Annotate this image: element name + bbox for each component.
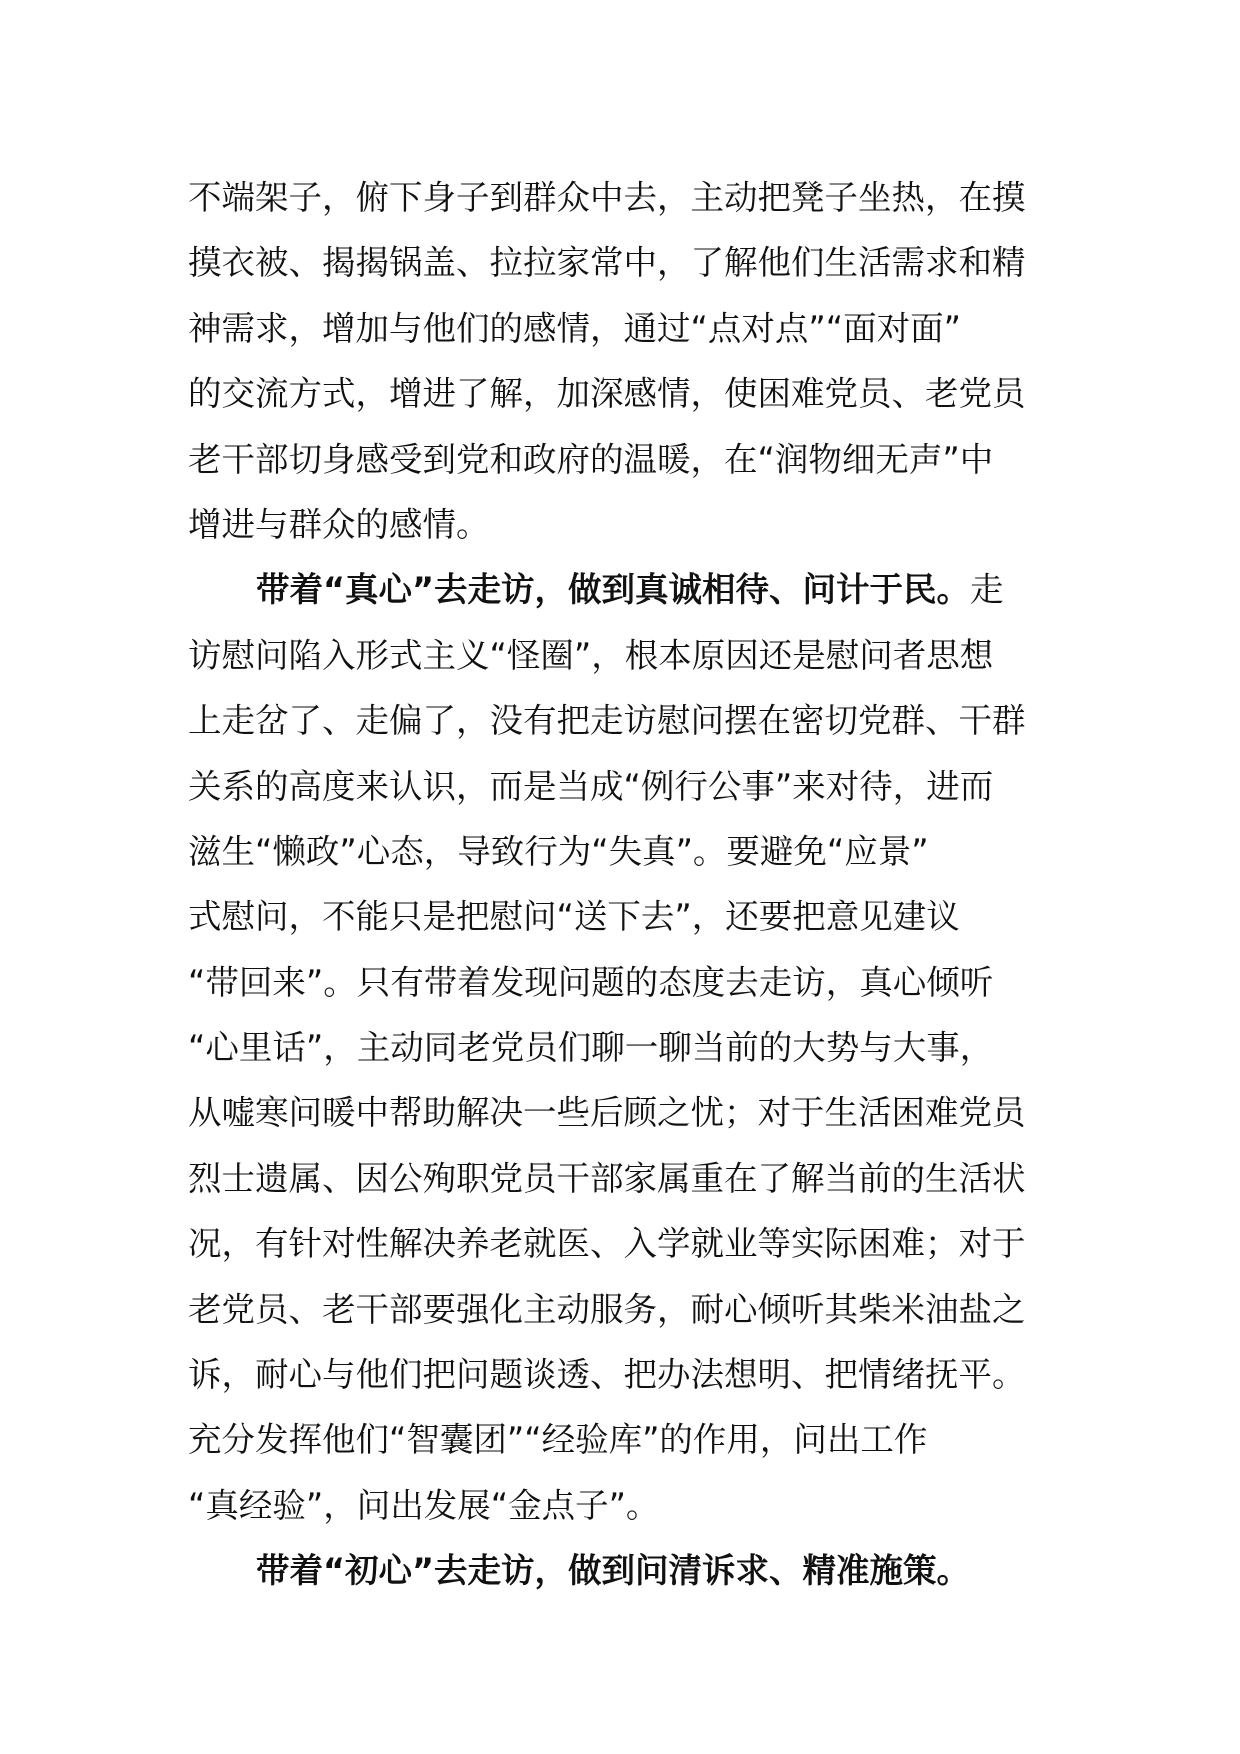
paragraph-line: 滋生“懒政”心态，导致行为“失真”。要避免“应景” bbox=[188, 831, 929, 871]
paragraph-line: 老党员、老干部要强化主动服务，耐心倾听其柴米油盐之 bbox=[188, 1289, 1026, 1329]
paragraph-line: “带回来”。只有带着发现问题的态度去走访，真心倾听 bbox=[188, 962, 994, 1002]
paragraph-line: “心里话”，主动同老党员们聊一聊当前的大势与大事， bbox=[188, 1028, 994, 1068]
paragraph-line: 关系的高度来认识，而是当成“例行公事”来对待，进而 bbox=[188, 766, 994, 806]
paragraph-line: 老干部切身感受到党和政府的温暖，在“润物细无声”中 bbox=[188, 439, 994, 479]
section-heading-line bbox=[188, 1538, 1058, 1603]
section-heading-line bbox=[188, 557, 1058, 622]
paragraph-line: 增进与群众的感情。 bbox=[188, 504, 490, 544]
paragraph-line: 神需求，增加与他们的感情，通过“点对点”“面对面” bbox=[188, 308, 961, 348]
paragraph-line: 式慰问，不能只是把慰问“送下去”，还要把意见建议 bbox=[188, 897, 960, 937]
paragraph-line: 不端架子，俯下身子到群众中去，主动把凳子坐热，在摸 bbox=[188, 178, 1026, 217]
paragraph-text: 走 bbox=[970, 570, 1004, 610]
paragraph-line: 摸衣被、揭揭锅盖、拉拉家常中，了解他们生活需求和精 bbox=[188, 243, 1026, 283]
section-heading: 带着“真心”去走访，做到真诚相待、问计于民。 bbox=[256, 570, 971, 610]
paragraph-line: 烈士遗属、因公殉职党员干部家属重在了解当前的生活状 bbox=[188, 1158, 1026, 1198]
paragraph-line: 的交流方式，增进了解，加深感情，使困难党员、老党员 bbox=[188, 374, 1026, 414]
section-heading: 带着“初心”去走访，做到问清诉求、精准施策。 bbox=[256, 1551, 971, 1591]
paragraph-line: 访慰问陷入形式主义“怪圈”，根本原因还是慰问者思想 bbox=[188, 635, 994, 675]
body-text bbox=[188, 165, 1058, 1604]
paragraph-line: 况，有针对性解决养老就医、入学就业等实际困难；对于 bbox=[188, 1224, 1026, 1264]
paragraph-line: 充分发挥他们“智囊团”“经验库”的作用，问出工作 bbox=[188, 1420, 928, 1460]
paragraph-line: “真经验”，问出发展“金点子”。 bbox=[188, 1485, 660, 1525]
paragraph-line: 上走岔了、走偏了，没有把走访慰问摆在密切党群、干群 bbox=[188, 701, 1026, 741]
paragraph-line: 诉，耐心与他们把问题谈透、把办法想明、把情绪抚平。 bbox=[188, 1355, 1026, 1395]
paragraph-line: 从嘘寒问暖中帮助解决一些后顾之忧；对于生活困难党员 bbox=[188, 1093, 1026, 1133]
